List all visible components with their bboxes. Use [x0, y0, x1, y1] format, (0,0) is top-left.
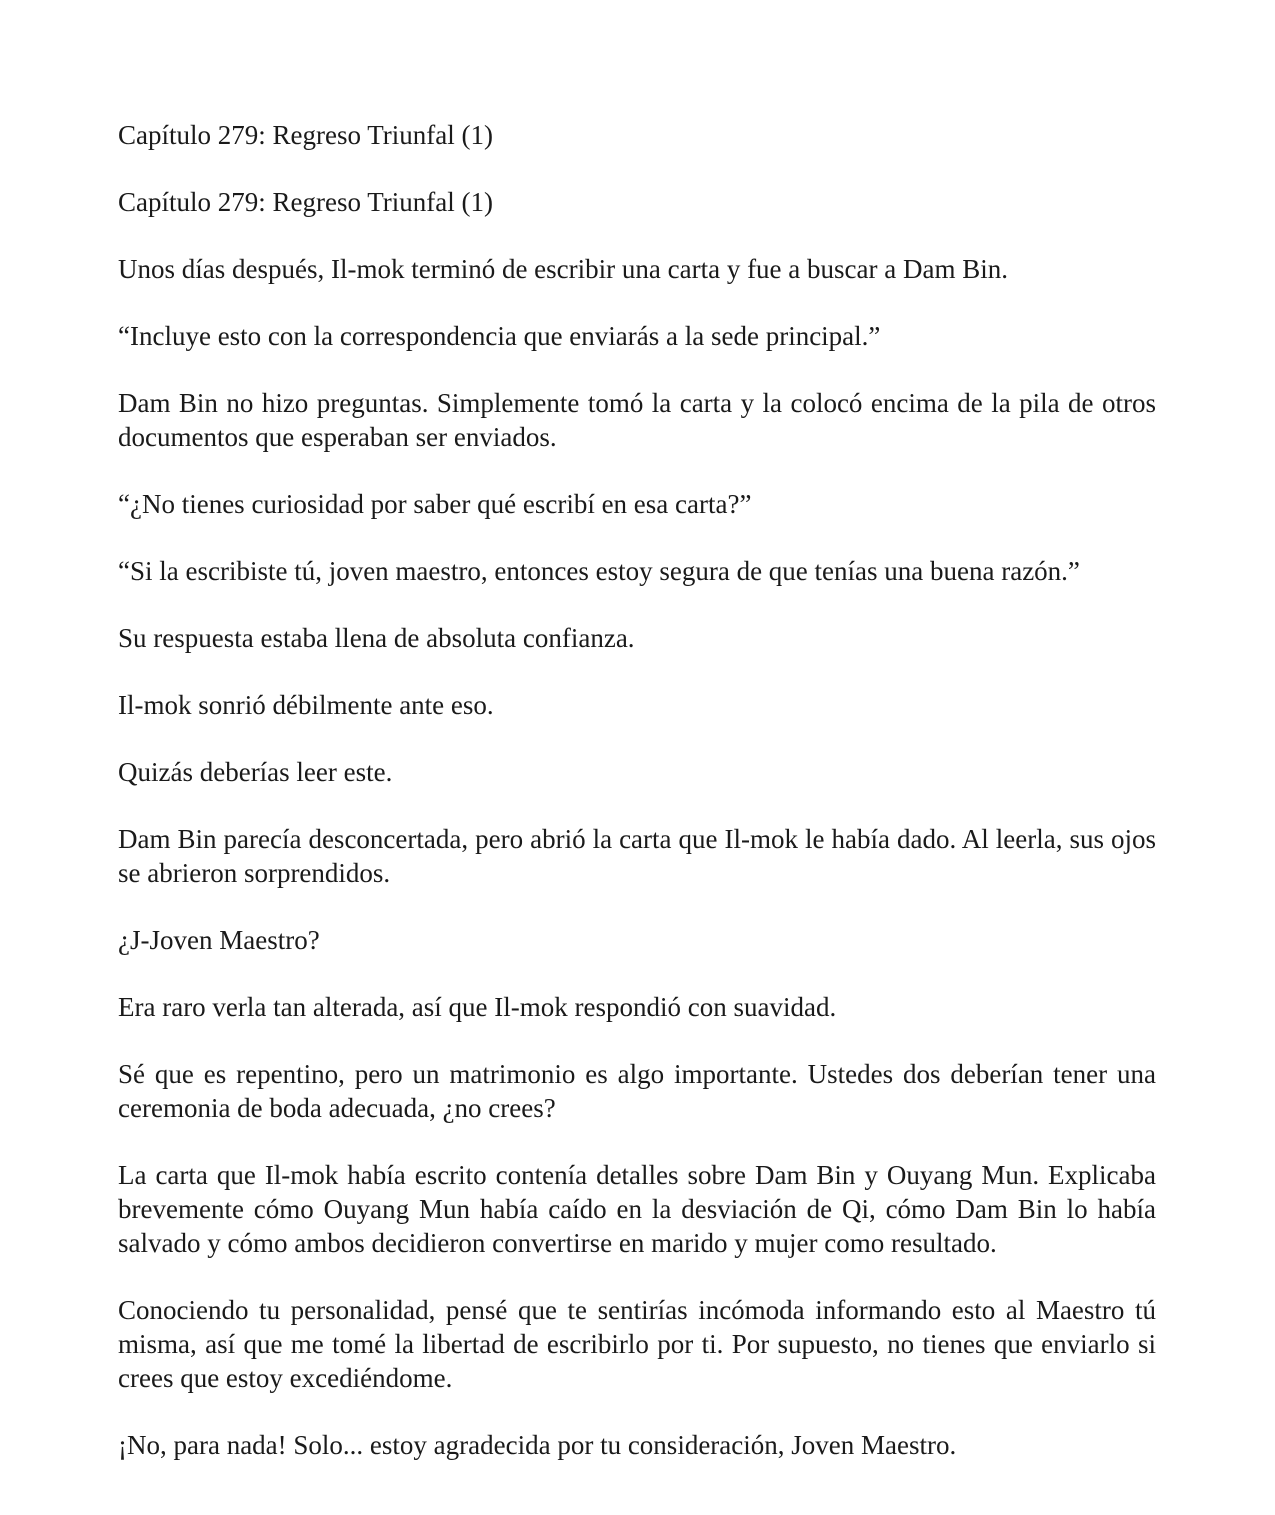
document-body — [118, 118, 1156, 1495]
paragraph: Unos días después, Il-mok terminó de escribir una carta y fue a buscar a Dam Bin. — [118, 254, 1008, 284]
paragraph: “Si la escribiste tú, joven maestro, entonces estoy segura de que tenías una buena razón.” — [118, 556, 1080, 586]
paragraph: Su respuesta estaba llena de absoluta confianza. — [118, 623, 635, 653]
paragraph: “¿No tienes curiosidad por saber qué escribí en esa carta?” — [118, 489, 752, 519]
paragraph: “Incluye esto con la correspondencia que enviarás a la sede principal.” — [118, 321, 881, 351]
paragraph: Era raro verla tan alterada, así que Il-mok respondió con suavidad. — [118, 992, 837, 1022]
paragraph: Sé que es repentino, pero un matrimonio es algo importante. Ustedes dos deberían tener una ceremonia de boda adecuada, ¿no crees? — [118, 1059, 1156, 1123]
paragraph: Conociendo tu personalidad, pensé que te sentirías incómoda informando esto al Maestro tú misma, así que me tomé la libertad de escribirlo por ti. Por supuesto, no tienes que enviarlo si crees que estoy excediéndome. — [118, 1295, 1156, 1393]
paragraph: Quizás deberías leer este. — [118, 757, 393, 787]
paragraph: Dam Bin parecía desconcertada, pero abrió la carta que Il-mok le había dado. Al leerla, sus ojos se abrieron sorprendidos. — [118, 824, 1156, 888]
chapter-heading-repeat: Capítulo 279: Regreso Triunfal (1) — [118, 187, 493, 217]
paragraph: La carta que Il-mok había escrito contenía detalles sobre Dam Bin y Ouyang Mun. Explicaba brevemente cómo Ouyang Mun había caído en la desviación de Qi, cómo Dam Bin lo había salvado y cómo ambos decidieron convertirse en marido y mujer como resultado. — [118, 1160, 1156, 1258]
paragraph: Dam Bin no hizo preguntas. Simplemente tomó la carta y la colocó encima de la pila de otros documentos que esperaban ser enviados. — [118, 388, 1156, 452]
paragraph: Il-mok sonrió débilmente ante eso. — [118, 690, 494, 720]
paragraph: ¿J-Joven Maestro? — [118, 925, 320, 955]
paragraph: ¡No, para nada! Solo... estoy agradecida por tu consideración, Joven Maestro. — [118, 1430, 957, 1460]
chapter-heading: Capítulo 279: Regreso Triunfal (1) — [118, 120, 493, 150]
